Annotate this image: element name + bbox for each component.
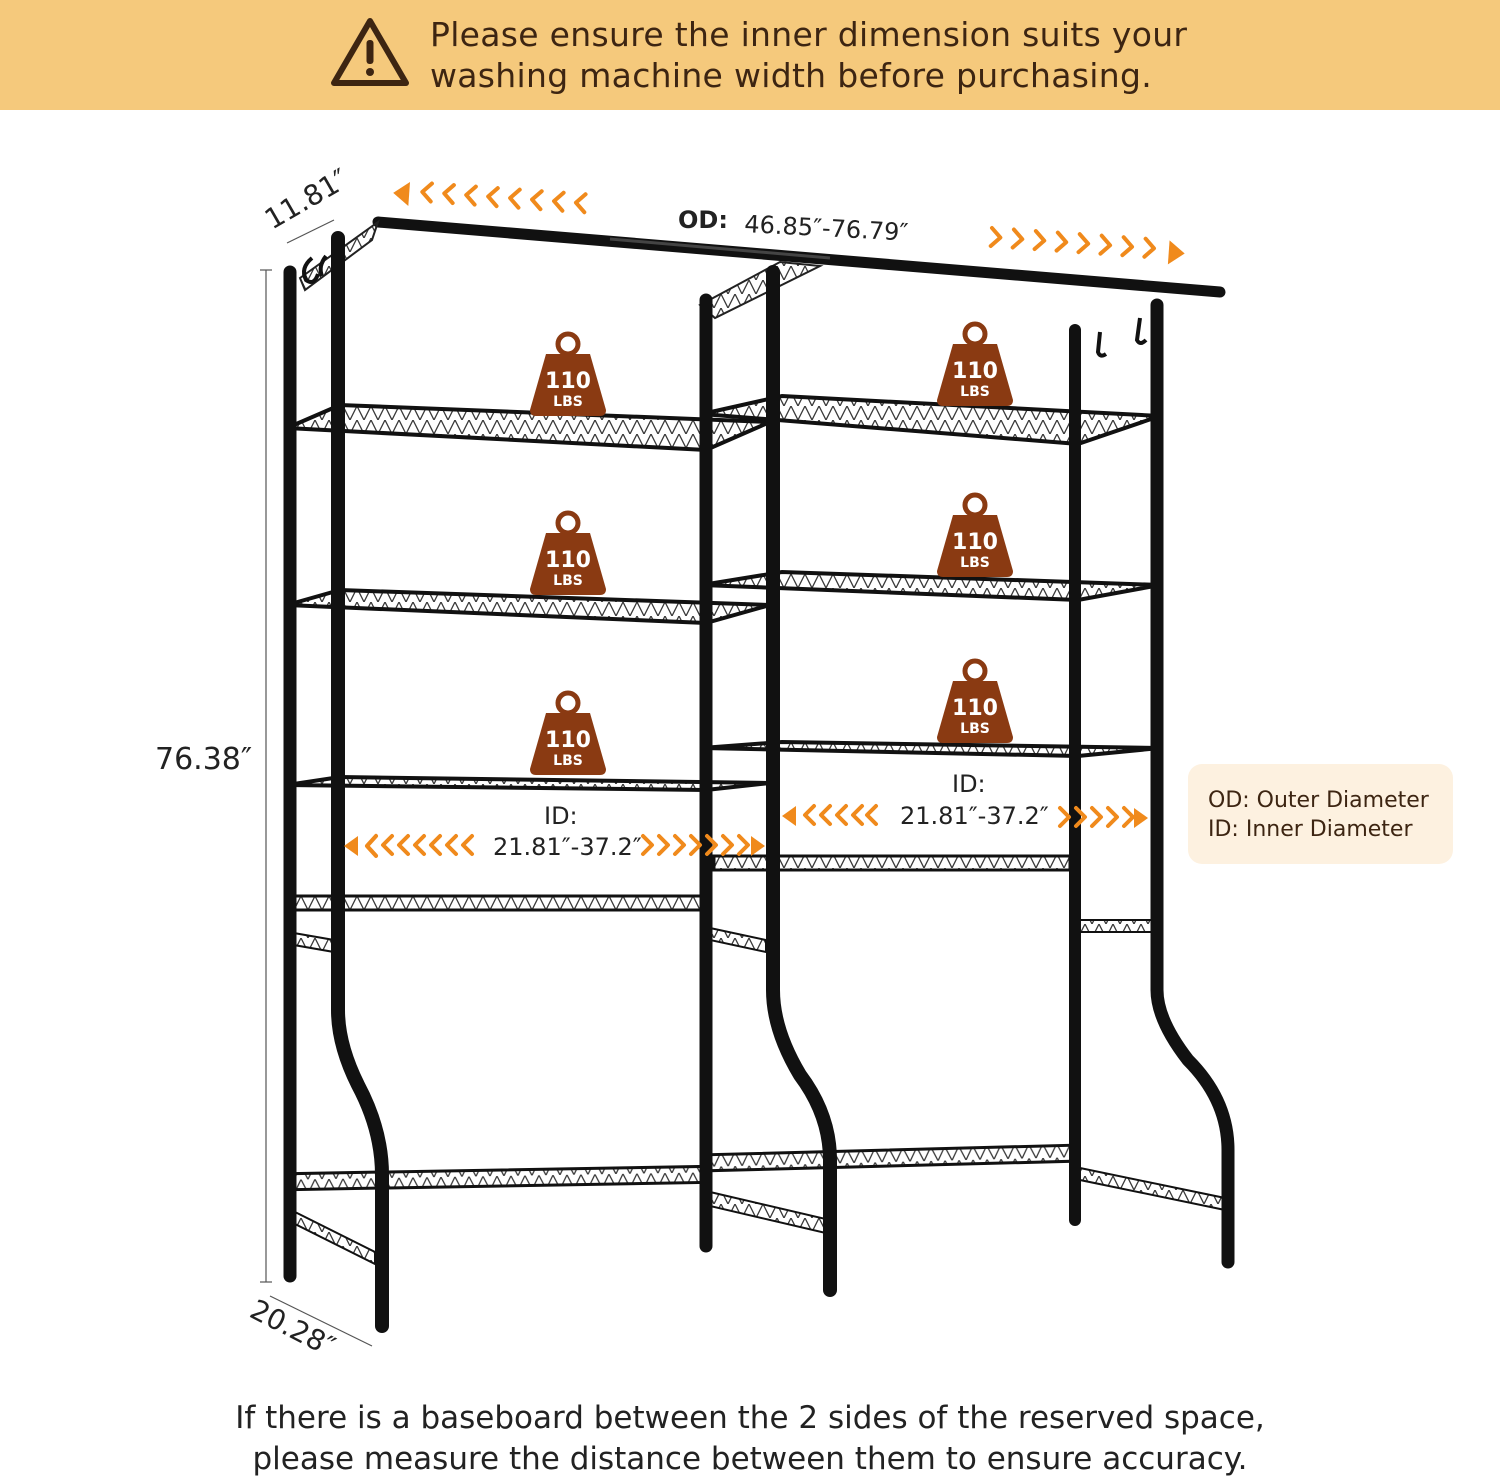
- id-left-value: 21.81″-37.2″: [493, 833, 642, 861]
- footer-line-2: please measure the distance between them to ensure accuracy.: [252, 1441, 1248, 1477]
- id-right-value: 21.81″-37.2″: [900, 802, 1049, 830]
- warning-triangle-icon: [330, 16, 410, 88]
- footer-note: [0, 1398, 1500, 1480]
- depth-top-label: 11.81″: [259, 162, 354, 237]
- shelf-illustration: [0, 110, 1500, 1400]
- od-left-arrows: [392, 181, 585, 218]
- weight-badge-icon: [937, 324, 1013, 406]
- weight-unit: LBS: [553, 573, 583, 589]
- weight-badge-icon: [530, 334, 606, 416]
- warning-line-2: washing machine width before purchasing.: [430, 56, 1152, 95]
- weight-value: 110: [545, 728, 591, 753]
- warning-text: [430, 14, 1430, 96]
- od-value: 46.85″-76.79″: [743, 210, 909, 247]
- od-id-legend: [1188, 764, 1453, 864]
- height-dimension-line: [260, 270, 272, 1282]
- weight-value: 110: [545, 548, 591, 573]
- weight-value: 110: [952, 359, 998, 384]
- od-right-arrows: [990, 228, 1185, 265]
- weight-unit: LBS: [553, 394, 583, 410]
- legend-od: OD: Outer Diameter: [1208, 788, 1429, 813]
- legend-id: ID: Inner Diameter: [1208, 817, 1413, 842]
- id-right-arrows-left: [782, 806, 876, 826]
- footer-line-1: If there is a baseboard between the 2 sides of the reserved space,: [235, 1400, 1265, 1436]
- depth-bottom-label: 20.28″: [244, 1292, 341, 1364]
- weight-badge-icon: [937, 495, 1013, 577]
- weight-unit: LBS: [960, 721, 990, 737]
- weight-badge-icon: [530, 513, 606, 595]
- weight-value: 110: [545, 369, 591, 394]
- weight-unit: LBS: [960, 384, 990, 400]
- id-left-label: ID:: [544, 802, 578, 830]
- height-label: 76.38″: [155, 742, 253, 777]
- weight-unit: LBS: [553, 753, 583, 769]
- top-side-brace: [700, 262, 820, 318]
- warning-banner: [0, 0, 1500, 110]
- id-left-arrows-left: [344, 836, 472, 856]
- weight-value: 110: [952, 696, 998, 721]
- od-label: OD:: [678, 206, 728, 234]
- weight-value: 110: [952, 530, 998, 555]
- weight-badge-icon: [530, 693, 606, 775]
- id-right-label: ID:: [952, 770, 986, 798]
- weight-badge-icon: [937, 661, 1013, 743]
- weight-unit: LBS: [960, 555, 990, 571]
- warning-line-1: Please ensure the inner dimension suits your: [430, 15, 1188, 54]
